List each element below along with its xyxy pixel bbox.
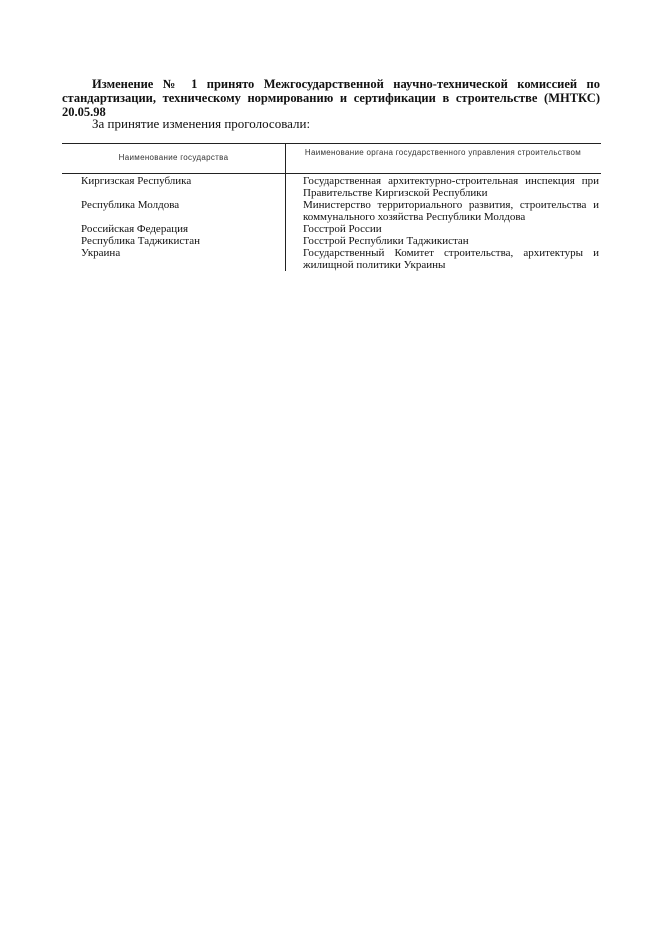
column-header-state: Наименование государства	[118, 153, 229, 162]
table-row	[62, 175, 601, 199]
table-row	[62, 223, 601, 235]
amendment-heading: Изменение № 1 принято Межгосударственной научно-технической комиссией по стандартизации, техническому нормированию и сертификации в строительстве (МНТКС) 20.05.98	[62, 77, 600, 119]
state-cell: Украина	[81, 247, 121, 259]
organ-cell: Госстрой России	[303, 223, 382, 235]
state-cell: Российская Федерация	[81, 223, 189, 235]
table-header-rule	[62, 173, 601, 174]
organ-cell: Министерство территориального развития, строительства и коммунального хозяйства Республики Молдова	[303, 199, 599, 223]
table-row	[62, 235, 601, 247]
state-cell: Республика Молдова	[81, 199, 180, 211]
table-top-rule	[62, 143, 601, 144]
organ-cell: Государственная архитектурно-строительная инспекция при Правительстве Киргизской Республики	[303, 175, 599, 199]
organ-cell: Государственный Комитет строительства, архитектуры и жилищной политики Украины	[303, 247, 599, 271]
organ-cell: Госстрой Республики Таджикистан	[303, 235, 469, 247]
voted-label: За принятие изменения проголосовали:	[92, 116, 311, 131]
table-row	[62, 247, 601, 271]
state-cell: Республика Таджикистан	[81, 235, 200, 247]
table-row	[62, 199, 601, 223]
column-header-organ: Наименование органа государственного управления строительством	[304, 148, 582, 157]
state-cell: Киргизская Республика	[81, 175, 192, 187]
table-body	[62, 175, 601, 271]
